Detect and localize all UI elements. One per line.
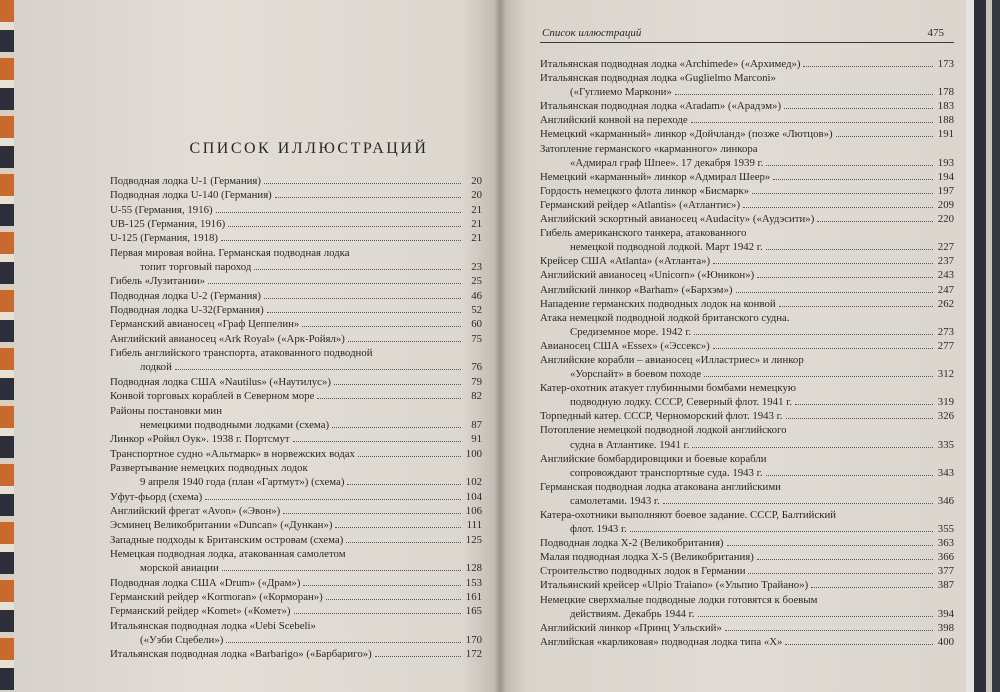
list-item xyxy=(540,283,954,297)
entry-page-number: 170 xyxy=(465,634,482,646)
entry-page-number: 75 xyxy=(471,332,482,345)
list-item xyxy=(540,212,954,226)
entry-caption: Катер-охотник атакует глубинными бомбами немецкую xyxy=(540,382,796,395)
entry-caption: немецкой подводной лодкой. Март 1942 г. xyxy=(570,241,763,254)
dot-leader xyxy=(264,298,461,299)
list-item xyxy=(540,254,954,268)
entry-page-number: 363 xyxy=(937,537,954,550)
dot-leader xyxy=(228,226,461,227)
list-item xyxy=(540,550,954,564)
dot-leader xyxy=(779,306,933,307)
entry-page-number: 183 xyxy=(937,100,954,113)
entry-page-number: 247 xyxy=(937,283,954,296)
list-item xyxy=(540,452,954,480)
entry-page-number: 243 xyxy=(937,269,954,282)
dot-leader xyxy=(302,326,461,327)
dot-leader xyxy=(692,447,933,448)
entry-page-number: 87 xyxy=(471,418,482,431)
entry-caption: Английский эскортный авианосец «Audacity» («Аудэсити») xyxy=(540,213,815,226)
entry-page-number: 165 xyxy=(465,605,482,618)
dot-leader xyxy=(264,183,461,184)
list-item xyxy=(110,289,482,303)
dot-leader xyxy=(694,334,933,335)
left-page xyxy=(14,0,500,692)
list-item xyxy=(540,198,954,212)
entry-caption: Крейсер США «Atlanta» («Атланта») xyxy=(540,255,711,268)
list-item xyxy=(540,297,954,311)
list-item xyxy=(110,231,482,245)
entry-caption: Малая подводная лодка Х-5 (Великобритания) xyxy=(540,551,754,564)
entry-caption: Итальянский крейсер «Ulpio Traiano» («Ульпио Трайано») xyxy=(540,579,809,592)
entry-caption: Итальянская подводная лодка «Barbarigo» («Барбариго») xyxy=(110,648,372,661)
list-item xyxy=(110,203,482,217)
entry-page-number: 326 xyxy=(937,410,954,423)
entry-page-number: 46 xyxy=(471,289,482,302)
dot-leader xyxy=(727,545,933,546)
entry-caption: Западные подходы к Британским островам (схема) xyxy=(110,533,344,546)
entry-page-number: 161 xyxy=(465,590,482,603)
entry-caption: Германский рейдер «Kormoran» («Корморан») xyxy=(110,590,323,603)
dot-leader xyxy=(836,136,933,137)
entry-page-number: 366 xyxy=(937,551,954,564)
entry-caption: Средиземное море. 1942 г. xyxy=(570,325,692,338)
entry-caption: Английский авианосец «Unicorn» («Юникон») xyxy=(540,269,755,282)
entry-caption: («Гуглиемо Маркони» xyxy=(570,86,672,99)
dot-leader xyxy=(275,197,461,198)
dot-leader xyxy=(358,456,461,457)
entry-page-number: 52 xyxy=(471,304,482,317)
dot-leader xyxy=(785,644,933,645)
entry-caption: Подводная лодка США «Drum» («Драм») xyxy=(110,576,301,589)
dot-leader xyxy=(334,384,461,385)
dot-leader xyxy=(811,587,933,588)
entry-caption: Немецкая подводная лодка, атакованная самолетом xyxy=(110,547,346,560)
entry-caption: Немецкий «карманный» линкор «Дойчланд» (позже «Лютцов») xyxy=(540,128,833,141)
entry-caption: UB-125 (Германия, 1916) xyxy=(110,218,226,231)
dot-leader xyxy=(254,269,461,270)
dot-leader xyxy=(766,249,933,250)
entry-page-number: 188 xyxy=(937,114,954,127)
entry-page-number: 82 xyxy=(471,390,482,403)
dot-leader xyxy=(757,277,933,278)
entry-caption: Английский линкор «Barham» («Бархэм») xyxy=(540,283,733,296)
list-item xyxy=(540,409,954,423)
list-item xyxy=(540,311,954,339)
book-edge-right xyxy=(964,0,1000,692)
entry-page-number: 21 xyxy=(471,203,482,216)
dot-leader xyxy=(725,630,933,631)
entry-page-number: 100 xyxy=(465,447,482,460)
list-item xyxy=(540,268,954,282)
entry-page-number: 237 xyxy=(937,255,954,268)
book-edge-left xyxy=(0,0,14,692)
entry-page-number: 377 xyxy=(937,565,954,578)
list-item xyxy=(540,564,954,578)
entry-page-number: 400 xyxy=(937,635,954,648)
entry-page-number: 25 xyxy=(471,275,482,288)
entry-page-number: 319 xyxy=(937,396,954,409)
entry-page-number: 227 xyxy=(937,241,954,254)
entry-caption: Строительство подводных лодок в Германии xyxy=(540,565,746,578)
entry-page-number: 335 xyxy=(937,438,954,451)
list-item xyxy=(110,490,482,504)
list-item xyxy=(110,332,482,346)
entry-caption: Конвой торговых кораблей в Северном море xyxy=(110,390,315,403)
list-item xyxy=(110,174,482,188)
dot-leader xyxy=(208,283,461,284)
entry-caption: Германская подводная лодка атакована английскими xyxy=(540,480,781,493)
entry-caption: Итальянская подводная лодка «Guglielmo Marconi» xyxy=(540,72,776,85)
entry-caption: Затопление германского «карманного» линкора xyxy=(540,142,758,155)
dot-leader xyxy=(675,94,933,95)
dot-leader xyxy=(332,427,461,428)
list-item xyxy=(110,518,482,532)
page-title: СПИСОК ИЛЛЮСТРАЦИЙ xyxy=(189,140,429,157)
list-item xyxy=(540,184,954,198)
entry-caption: действиям. Декабрь 1944 г. xyxy=(570,607,695,620)
entry-page-number: 387 xyxy=(937,579,954,592)
entry-caption: Районы постановки мин xyxy=(110,404,222,417)
dot-leader xyxy=(784,108,933,109)
right-page xyxy=(500,0,966,692)
list-item xyxy=(110,188,482,202)
list-item xyxy=(110,346,482,375)
list-item xyxy=(110,447,482,461)
entry-caption: морской авиации xyxy=(140,562,219,575)
list-item xyxy=(540,170,954,184)
dot-leader xyxy=(795,404,933,405)
entry-page-number: 262 xyxy=(937,297,954,310)
entry-caption: Катера-охотники выполняют боевое задание. СССР, Балтийский xyxy=(540,509,837,521)
list-item xyxy=(110,604,482,618)
entry-caption: Немецкие сверхмалые подводные лодки готовятся к боевым xyxy=(540,593,818,606)
list-item xyxy=(540,635,954,649)
list-item xyxy=(540,593,954,621)
entry-caption: («Уэби Сцебели») xyxy=(140,634,224,646)
list-item xyxy=(540,113,954,127)
list-item xyxy=(110,547,482,576)
entry-page-number: 193 xyxy=(937,156,954,169)
entry-page-number: 111 xyxy=(466,519,482,532)
entry-caption: 9 апреля 1940 года (план «Гартмут») (схема) xyxy=(140,476,345,489)
entry-caption: Первая мировая война. Германская подводная лодка xyxy=(110,246,350,259)
entry-caption: «Уорспайт» в боевом походе xyxy=(570,368,702,381)
dot-leader xyxy=(713,263,933,264)
entry-page-number: 60 xyxy=(471,318,482,331)
entry-page-number: 153 xyxy=(465,576,482,589)
dot-leader xyxy=(335,527,461,528)
entry-caption: подводную лодку. СССР, Северный флот. 1941 г. xyxy=(570,396,793,409)
entry-caption: Линкор «Ройял Оук». 1938 г. Портсмут xyxy=(110,433,290,446)
entry-page-number: 346 xyxy=(937,494,954,507)
list-item xyxy=(110,246,482,275)
entry-page-number: 104 xyxy=(465,490,482,503)
entry-caption: Гибель американского танкера, атакованного xyxy=(540,227,747,240)
entry-caption: «Адмирал граф Шпее». 17 декабря 1939 г. xyxy=(570,156,764,169)
entry-page-number: 343 xyxy=(937,466,954,479)
list-item xyxy=(540,480,954,508)
entry-page-number: 20 xyxy=(471,175,482,187)
entry-caption: Уфут-фьорд (схема) xyxy=(110,490,203,503)
dot-leader xyxy=(663,503,933,504)
entry-caption: немецкими подводными лодками (схема) xyxy=(140,418,330,431)
dot-leader xyxy=(326,599,461,600)
entry-caption: топит торговый пароход xyxy=(140,261,252,274)
illustration-list-left xyxy=(110,174,482,662)
entry-caption: Гибель английского транспорта, атакованного подводной xyxy=(110,347,373,360)
dot-leader xyxy=(766,165,933,166)
running-head xyxy=(540,27,954,43)
entry-caption: Английская «карликовая» подводная лодка типа «Х» xyxy=(540,635,783,648)
entry-caption: Гордость немецкого флота линкор «Бисмарк» xyxy=(540,184,750,197)
list-item xyxy=(540,99,954,113)
entry-caption: Английский линкор «Принц Уэльский» xyxy=(540,621,722,634)
list-item xyxy=(110,317,482,331)
dot-leader xyxy=(222,570,461,571)
entry-page-number: 91 xyxy=(471,433,482,446)
list-item xyxy=(540,621,954,635)
dot-leader xyxy=(283,513,461,514)
list-item xyxy=(110,375,482,389)
list-item xyxy=(540,226,954,254)
entry-page-number: 209 xyxy=(937,198,954,211)
entry-caption: Итальянская подводная лодка «Archimede» («Архимед») xyxy=(540,58,801,70)
entry-page-number: 178 xyxy=(937,86,954,99)
list-item xyxy=(110,274,482,288)
list-item xyxy=(540,423,954,451)
dot-leader xyxy=(736,292,933,293)
list-item xyxy=(540,127,954,141)
dot-leader xyxy=(348,341,461,342)
dot-leader xyxy=(205,499,461,500)
dot-leader xyxy=(773,179,933,180)
entry-caption: лодкой xyxy=(140,361,172,374)
entry-caption: U-55 (Германия, 1916) xyxy=(110,203,213,216)
dot-leader xyxy=(691,122,933,123)
entry-caption: Потопление немецкой подводной лодкой английского xyxy=(540,424,787,437)
entry-caption: Подводная лодка США «Nautilus» («Наутилус») xyxy=(110,375,331,388)
entry-page-number: 76 xyxy=(471,361,482,374)
entry-page-number: 23 xyxy=(471,261,482,274)
entry-caption: Подводная лодка U-140 (Германия) xyxy=(110,189,272,202)
list-item xyxy=(540,57,954,71)
entry-caption: Атака немецкой подводной лодкой британского судна. xyxy=(540,311,790,324)
list-item xyxy=(110,303,482,317)
entry-caption: Подводная лодка U-1 (Германия) xyxy=(110,175,261,187)
entry-page-number: 394 xyxy=(937,607,954,620)
dot-leader xyxy=(175,369,461,370)
list-item xyxy=(110,217,482,231)
running-title: Список иллюстраций xyxy=(542,27,642,39)
list-item xyxy=(110,432,482,446)
entry-caption: сопровождают транспортные суда. 1943 г. xyxy=(570,466,763,479)
dot-leader xyxy=(704,376,933,377)
dot-leader xyxy=(698,616,933,617)
entry-page-number: 355 xyxy=(937,523,954,536)
entry-page-number: 220 xyxy=(937,213,954,226)
entry-caption: Итальянская подводная лодка «Uebi Scebeli» xyxy=(110,619,316,632)
entry-page-number: 102 xyxy=(465,476,482,489)
dot-leader xyxy=(630,531,933,532)
list-item xyxy=(110,461,482,490)
dot-leader xyxy=(293,441,461,442)
page-number: 475 xyxy=(927,27,944,39)
entry-caption: Эсминец Великобритании «Duncan» («Дункан») xyxy=(110,519,333,532)
list-item xyxy=(110,504,482,518)
entry-caption: флот. 1943 г. xyxy=(570,523,627,536)
entry-page-number: 79 xyxy=(471,375,482,388)
entry-caption: Английский авианосец «Ark Royal» («Арк-Ройял») xyxy=(110,332,345,345)
entry-caption: Английский конвой на переходе xyxy=(540,114,688,127)
list-item xyxy=(540,578,954,592)
dot-leader xyxy=(757,559,933,560)
entry-caption: U-125 (Германия, 1918) xyxy=(110,232,218,245)
entry-caption: Английские бомбардировщики и боевые корабли xyxy=(540,452,767,465)
entry-caption: Развертывание немецких подводных лодок xyxy=(110,461,308,474)
dot-leader xyxy=(375,656,461,657)
list-item xyxy=(540,339,954,353)
entry-page-number: 312 xyxy=(937,368,954,381)
entry-caption: Авианосец США «Essex» («Эссекс») xyxy=(540,339,710,352)
entry-page-number: 191 xyxy=(937,128,954,141)
entry-caption: Германский рейдер «Atlantis» («Атлантис») xyxy=(540,198,741,211)
entry-page-number: 173 xyxy=(937,58,954,70)
entry-page-number: 20 xyxy=(471,189,482,202)
entry-caption: Подводная лодка U-2 (Германия) xyxy=(110,289,261,302)
entry-caption: Немецкий «карманный» линкор «Адмирал Шеер» xyxy=(540,170,771,183)
entry-caption: Нападение германских подводных лодок на конвой xyxy=(540,297,776,310)
list-item xyxy=(110,590,482,604)
dot-leader xyxy=(303,585,461,586)
list-item xyxy=(110,389,482,403)
entry-caption: Торпедный катер. СССР, Черноморский флот. 1943 г. xyxy=(540,410,783,423)
entry-caption: Германский авианосец «Граф Цеппелин» xyxy=(110,318,300,331)
entry-caption: Английские корабли – авианосец «Илластриес» и линкор xyxy=(540,353,804,366)
list-item xyxy=(540,71,954,99)
list-item xyxy=(540,536,954,550)
list-item xyxy=(110,533,482,547)
entry-page-number: 398 xyxy=(937,621,954,634)
list-item xyxy=(540,353,954,381)
entry-caption: судна в Атлантике. 1941 г. xyxy=(570,438,690,451)
dot-leader xyxy=(216,212,461,213)
entry-page-number: 197 xyxy=(937,184,954,197)
dot-leader xyxy=(817,221,933,222)
entry-caption: Подводная лодка U-32(Германия) xyxy=(110,304,264,317)
entry-page-number: 106 xyxy=(465,504,482,517)
entry-page-number: 172 xyxy=(465,648,482,661)
entry-caption: Итальянская подводная лодка «Aradam» («Арадэм») xyxy=(540,100,782,113)
dot-leader xyxy=(713,348,933,349)
dot-leader xyxy=(221,240,461,241)
entry-page-number: 125 xyxy=(465,533,482,546)
list-item xyxy=(540,381,954,409)
entry-page-number: 194 xyxy=(937,170,954,183)
list-item xyxy=(110,576,482,590)
entry-page-number: 21 xyxy=(471,232,482,245)
dot-leader xyxy=(317,398,461,399)
dot-leader xyxy=(294,613,462,614)
dot-leader xyxy=(766,475,933,476)
entry-caption: Английский фрегат «Avon» («Эвон») xyxy=(110,504,281,517)
dot-leader xyxy=(803,66,933,67)
list-item xyxy=(540,508,954,536)
dot-leader xyxy=(267,312,461,313)
dot-leader xyxy=(786,418,933,419)
dot-leader xyxy=(346,542,461,543)
list-item xyxy=(110,619,482,648)
entry-page-number: 277 xyxy=(937,339,954,352)
entry-caption: Транспортное судно «Альтмарк» в норвежских водах xyxy=(110,447,355,460)
list-item xyxy=(540,142,954,170)
dot-leader xyxy=(226,642,461,643)
list-item xyxy=(110,647,482,661)
entry-caption: Подводная лодка Х-2 (Великобритания) xyxy=(540,537,724,550)
dot-leader xyxy=(743,207,933,208)
dot-leader xyxy=(752,193,933,194)
entry-caption: Гибель «Лузитании» xyxy=(110,275,206,288)
entry-page-number: 273 xyxy=(937,325,954,338)
entry-caption: самолетами. 1943 г. xyxy=(570,494,660,507)
entry-caption: Германский рейдер «Komet» («Комет») xyxy=(110,605,291,618)
dot-leader xyxy=(347,484,461,485)
entry-page-number: 128 xyxy=(465,562,482,575)
dot-leader xyxy=(748,573,933,574)
entry-page-number: 21 xyxy=(471,218,482,231)
illustration-list-right xyxy=(540,57,954,649)
list-item xyxy=(110,404,482,433)
